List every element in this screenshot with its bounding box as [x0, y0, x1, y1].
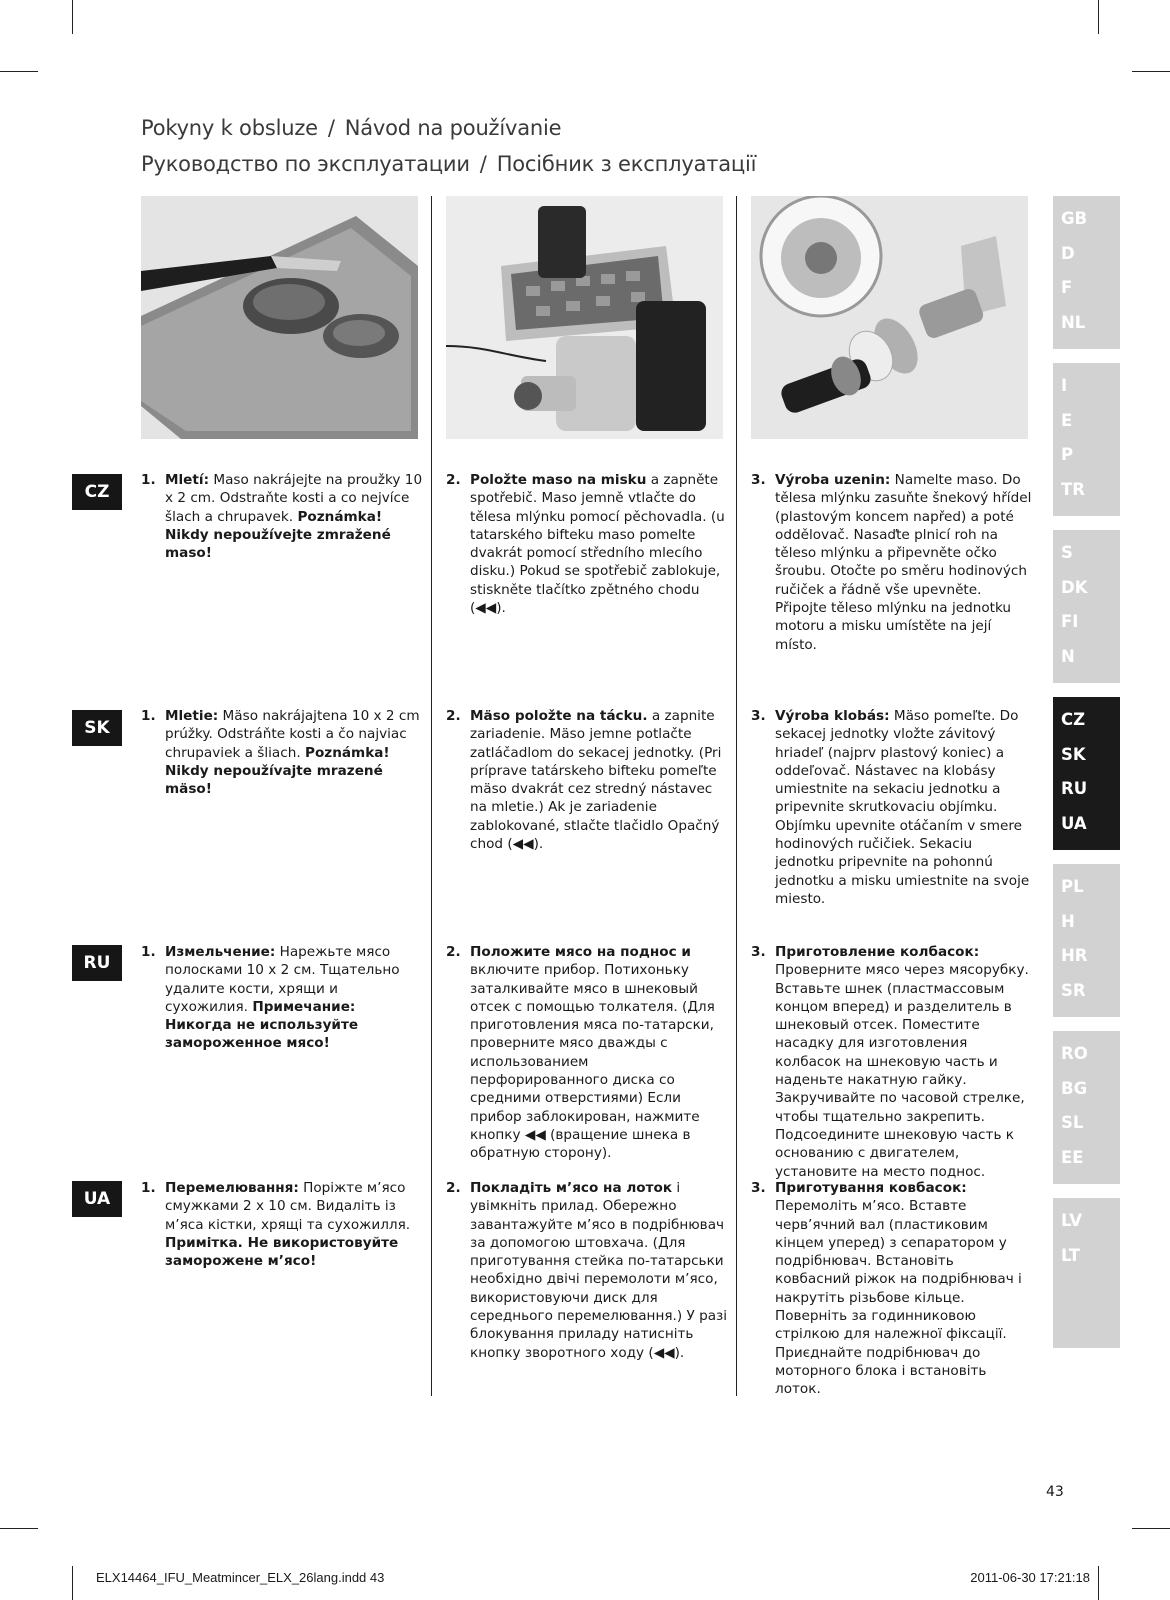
- crop-mark: [0, 71, 38, 72]
- lang-code: RO: [1061, 1044, 1088, 1063]
- step-text: Проверните мясо через мясорубку. Вставьте шнек (пластмассовым концом вперед) и разделитель в шнековый отсек. Поместите насадку для изготовления колбасок на шнековую часть и наденьте накатную гайку. Закручивайте по часовой стрелке, чтобы тщательно закрепить. Подсоедините шнековую часть к основанию с двигателем, установите на место поднос.: [775, 962, 1029, 1180]
- title-ru: Руководство по эксплуатации: [141, 152, 470, 176]
- lang-code: E: [1061, 410, 1073, 430]
- print-slug-filename: ELX14464_IFU_Meatmincer_ELX_26lang.indd 43: [96, 1570, 385, 1585]
- lang-code: P: [1061, 445, 1074, 464]
- lang-badge-ua: UA: [72, 1181, 122, 1217]
- photo-mincer-with-tray: [446, 196, 723, 439]
- step-text: Перемоліть м’ясо. Вставте черв’ячний вал (пластиковим кінцем уперед) з сепаратором у подрібнювач. Встановіть ковбасний ріжок на подрібнювач і накрутіть різьбове кільце. Поверніть за годинниковою стрілкою для належної фіксації. Приєднайте подрібнювач до моторного блока і встановіть лоток.: [775, 1198, 1022, 1398]
- lang-code: TR: [1061, 479, 1085, 499]
- step-number: 2.: [446, 708, 461, 724]
- step-heading: Položte maso na misku: [470, 472, 647, 488]
- lang-code: NL: [1061, 312, 1086, 332]
- crop-mark: [1098, 1566, 1099, 1600]
- lang-badge-cz: CZ: [72, 474, 122, 510]
- lang-code: RU: [1061, 779, 1088, 798]
- photo-sausage-attachment: [751, 196, 1028, 439]
- step-heading: Приготовление колбасок:: [775, 944, 980, 960]
- step-number: 1.: [141, 708, 156, 724]
- step-ru-1: [141, 943, 423, 1053]
- step-text: a zapněte spotřebič. Maso jemně vtlačte do tělesa mlýnku pomocí pěchovadla. (u tatarského bifteku maso pomelte dvakrát pomocí středního mlecího disku.) Pokud se spotřebič zablokuje, stiskněte tlačítko zpětného chodu (◀◀).: [470, 472, 725, 617]
- lang-badge-ru: RU: [72, 945, 122, 981]
- crop-mark: [1098, 0, 1099, 34]
- page-title-line2: [141, 152, 756, 176]
- lang-tab-group-1: [1053, 196, 1120, 349]
- lang-code: LV: [1061, 1211, 1083, 1230]
- step-ua-3: [751, 1179, 1033, 1399]
- step-warning: Примітка. Не використовуйте заморожене м’ясо!: [165, 1234, 399, 1270]
- lang-code: SL: [1061, 1113, 1084, 1132]
- lang-code: DK: [1061, 577, 1088, 597]
- step-heading: Положите мясо на поднос и: [470, 944, 691, 960]
- step-ru-2: [446, 943, 728, 1163]
- crop-mark: [0, 1528, 38, 1529]
- step-text: Нарежьте мясо полосками 10 x 2 см. Тщательно удалите кости, хрящи и сухожилия.: [165, 944, 400, 1015]
- lang-code: GB: [1061, 209, 1088, 228]
- lang-code: PL: [1061, 877, 1084, 896]
- lang-code: SR: [1061, 980, 1086, 1000]
- lang-code: F: [1061, 278, 1073, 297]
- step-text: a zapnite zariadenie. Mäso jemne potlačte zatláčadlom do sekacej jednotky. (Pri príprave tatárskeho bifteku pomeľte mäso dvakrát cez stredný nástavec na mletie.) Ak je zariadenie zablokované, stlačte tlačidlo Opačný chod (◀◀).: [470, 708, 722, 853]
- page-number: 43: [1046, 1484, 1064, 1500]
- step-warning: Poznámka! Nikdy nepoužívajte mrazené mäso!: [165, 744, 390, 798]
- step-heading: Покладіть м’ясо на лоток: [470, 1180, 673, 1196]
- step-number: 1.: [141, 944, 156, 960]
- title-separator: /: [479, 152, 487, 176]
- crop-mark: [72, 0, 73, 34]
- lang-code: UA: [1061, 813, 1087, 833]
- column-divider: [431, 196, 432, 1396]
- lang-code: S: [1061, 543, 1073, 562]
- step-warning: Poznámka! Nikdy nepoužívejte zmražené maso!: [165, 508, 391, 562]
- lang-tab-group-6: [1053, 1031, 1120, 1184]
- column-divider: [736, 196, 737, 1396]
- lang-code: H: [1061, 911, 1075, 931]
- step-number: 1.: [141, 472, 156, 488]
- step-ua-2: [446, 1179, 728, 1362]
- step-number: 2.: [446, 472, 461, 488]
- step-text: включите прибор. Потихоньку заталкивайте мясо в шнековый отсек с помощью толкателя. (Для приготовления мяса по-татарски, проверните мясо дважды с использованием перфорированного диска со средними отверстиями) Если прибор заблокирован, нажмите кнопку ◀◀ (вращение шнека в обратную сторону).: [470, 962, 715, 1162]
- lang-code: SK: [1061, 744, 1086, 764]
- crop-mark: [1132, 71, 1170, 72]
- step-text: Maso nakrájejte na proužky 10 x 2 cm. Odstraňte kosti a co nejvíce šlach a chrupavek.: [165, 472, 423, 525]
- crop-mark: [72, 1566, 73, 1600]
- step-ua-1: [141, 1179, 423, 1270]
- step-number: 2.: [446, 1180, 461, 1196]
- title-ua: Посібник з експлуатації: [496, 152, 757, 176]
- lang-code: I: [1061, 376, 1068, 395]
- title-cz: Pokyny k obsluze: [141, 116, 318, 140]
- step-cz-3: [751, 471, 1033, 654]
- step-number: 3.: [751, 708, 766, 724]
- step-number: 2.: [446, 944, 461, 960]
- lang-badge-sk: SK: [72, 710, 122, 746]
- photo-meat-on-board: [141, 196, 418, 439]
- step-heading: Mäso položte na tácku.: [470, 708, 648, 724]
- title-separator: /: [327, 116, 335, 140]
- page-title-line1: [141, 116, 561, 140]
- lang-code: D: [1061, 243, 1075, 263]
- lang-tab-group-5: [1053, 864, 1120, 1017]
- lang-code: LT: [1061, 1245, 1081, 1265]
- step-number: 1.: [141, 1180, 156, 1196]
- lang-tab-group-2: [1053, 363, 1120, 516]
- step-number: 3.: [751, 944, 766, 960]
- step-number: 3.: [751, 1180, 766, 1196]
- step-heading: Перемелювання:: [165, 1180, 299, 1196]
- step-heading: Mletie:: [165, 708, 219, 724]
- lang-code: HR: [1061, 946, 1088, 965]
- step-heading: Приготування ковбасок:: [775, 1180, 967, 1196]
- step-heading: Mletí:: [165, 472, 210, 488]
- lang-tab-group-current: [1053, 697, 1120, 850]
- lang-tab-group-7: [1053, 1198, 1120, 1348]
- lang-code: FI: [1061, 612, 1079, 631]
- step-number: 3.: [751, 472, 766, 488]
- step-heading: Výroba uzenin:: [775, 472, 891, 488]
- step-heading: Измельчение:: [165, 944, 276, 960]
- step-cz-2: [446, 471, 728, 617]
- crop-mark: [1132, 1528, 1170, 1529]
- lang-tab-group-3: [1053, 530, 1120, 683]
- step-text: Mäso pomeľte. Do sekacej jednotky vložte závitový hriadeľ (najprv plastový koniec) a oddeľovač. Nástavec na klobásy umiestnite na sekaciu jednotku a pripevnite skrutkovaciu objímku. Objímku upevnite otáčaním v smere hodinových ručičiek. Sekaciu jednotku pripevnite na pohonnú jednotku a misku umiestnite na svoje miesto.: [775, 708, 1030, 907]
- step-text: і увімкніть прилад. Обережно завантажуйте м’ясо в подрібнювач за допомогою штовхача. (Для приготування стейка по-татарськи необхідно двічі перемолоти м’ясо, використовуючи диск для середнього перемелювання.) У разі блокування приладу натисніть кнопку зворотного ходу (◀◀).: [470, 1180, 728, 1361]
- step-sk-3: [751, 707, 1033, 908]
- lang-code: N: [1061, 646, 1075, 666]
- step-text: Поріжте м’ясо смужками 2 x 10 см. Видаліть із м’яса кістки, хрящі та сухожилля.: [165, 1180, 411, 1233]
- lang-code: BG: [1061, 1078, 1088, 1098]
- title-sk: Návod na používanie: [344, 116, 562, 140]
- step-warning: Примечание: Никогда не используйте замороженное мясо!: [165, 998, 359, 1052]
- print-slug-timestamp: 2011-06-30 17:21:18: [970, 1570, 1090, 1585]
- step-sk-2: [446, 707, 728, 853]
- step-ru-3: [751, 943, 1033, 1181]
- step-cz-1: [141, 471, 423, 562]
- lang-code: CZ: [1061, 710, 1086, 729]
- step-text: Namelte maso. Do tělesa mlýnku zasuňte šnekový hřídel (plastovým koncem napřed) a poté oddělovač. Nasaďte plnicí roh na těleso mlýnku a připevněte očko šroubu. Otočte po směru hodinových ručiček a řádně vše upevněte. Připojte těleso mlýnku na jednotku motoru a misku umístěte na její místo.: [775, 472, 1032, 653]
- step-heading: Výroba klobás:: [775, 708, 890, 724]
- lang-code: EE: [1061, 1147, 1084, 1167]
- step-text: Mäso nakrájajtena 10 x 2 cm prúžky. Odstráňte kosti a čo najviac chrupaviek a šliach.: [165, 708, 420, 761]
- step-sk-1: [141, 707, 423, 798]
